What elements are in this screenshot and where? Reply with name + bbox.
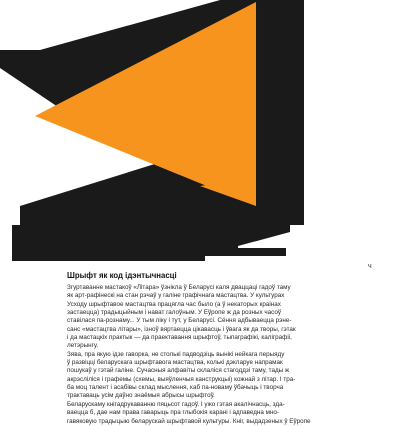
text-line: ставілася па-рознаму... У тым ліку і тут, у Беларусі. Сёння адбываецца рэне- [67,317,292,325]
text-line: Згуртаванне мастакоў «Літара» ўзнікла ў Беларусі каля дваццаці гадоў таму [67,284,291,291]
text-line: акрэсліліся і графемы (схемы, выяўленчыя канструкцыі) кожнай з літар. І тра- [67,375,296,383]
text-line: як арт-рафінескі на стан рэчаў у галіне графічнага мастацтва. У культурах [67,292,285,300]
text-line: Зява, пра якую ідзе гаворка, не столькі падводзіць вынікі нейкага перыяду [67,350,285,358]
paragraph [67,351,367,401]
paragraph [67,401,367,426]
text-line: ваецца б, дае нам права гаварыць пра глыбокія карані і адпаведна мно- [67,409,280,417]
text-line: Усходу шрыфтавое мастацтва працягла час было (а ў некаторых краінах [67,300,281,308]
text-line: санс «мастацтва літары», ізноў вяртаецца цікавасць і ўвага як да творы, гэтак [67,325,296,333]
text-line: Беларускаму кнігадрукаванню пяцьсот гадоў. І ужо гэтая акалічнасць, зда- [67,400,285,408]
text-line: летэрынгу. [67,342,99,350]
paragraph [67,284,367,351]
text-line: ба моц талент і асабівы склад мыслення, каб па-новаму ўбачыць і творча [67,384,284,392]
text-line: ў развіцці беларускага шрыфтавога мастацтва, колькі дэкларуе напрамак [67,359,283,367]
text-line: трактаваць усім даўно знаёмыя абрысы шрыфтоў. [67,392,215,400]
body-text [67,284,367,426]
text-line: застаецца) традыцыйным і нават галоўным. У Еўропе ж да розных часоў [67,309,282,317]
text-line: гавяковую традыцыю беларускай шрыфтавой культуры. Кніг, выдадзеных ў Еўропе [67,417,311,425]
text-line: пошукаў у гэтай галіне. Сучасныя алфавіты склаліся стагоддзі таму, тады ж [67,367,290,375]
page-marker: ч [368,263,372,270]
section-heading: Шрыфт як код ідэнтычнасці [67,271,177,280]
text-line: і да мастацкіх практык — да праектавання шрыфтоў, тыпаграфікі, каліграфіі, [67,334,292,342]
